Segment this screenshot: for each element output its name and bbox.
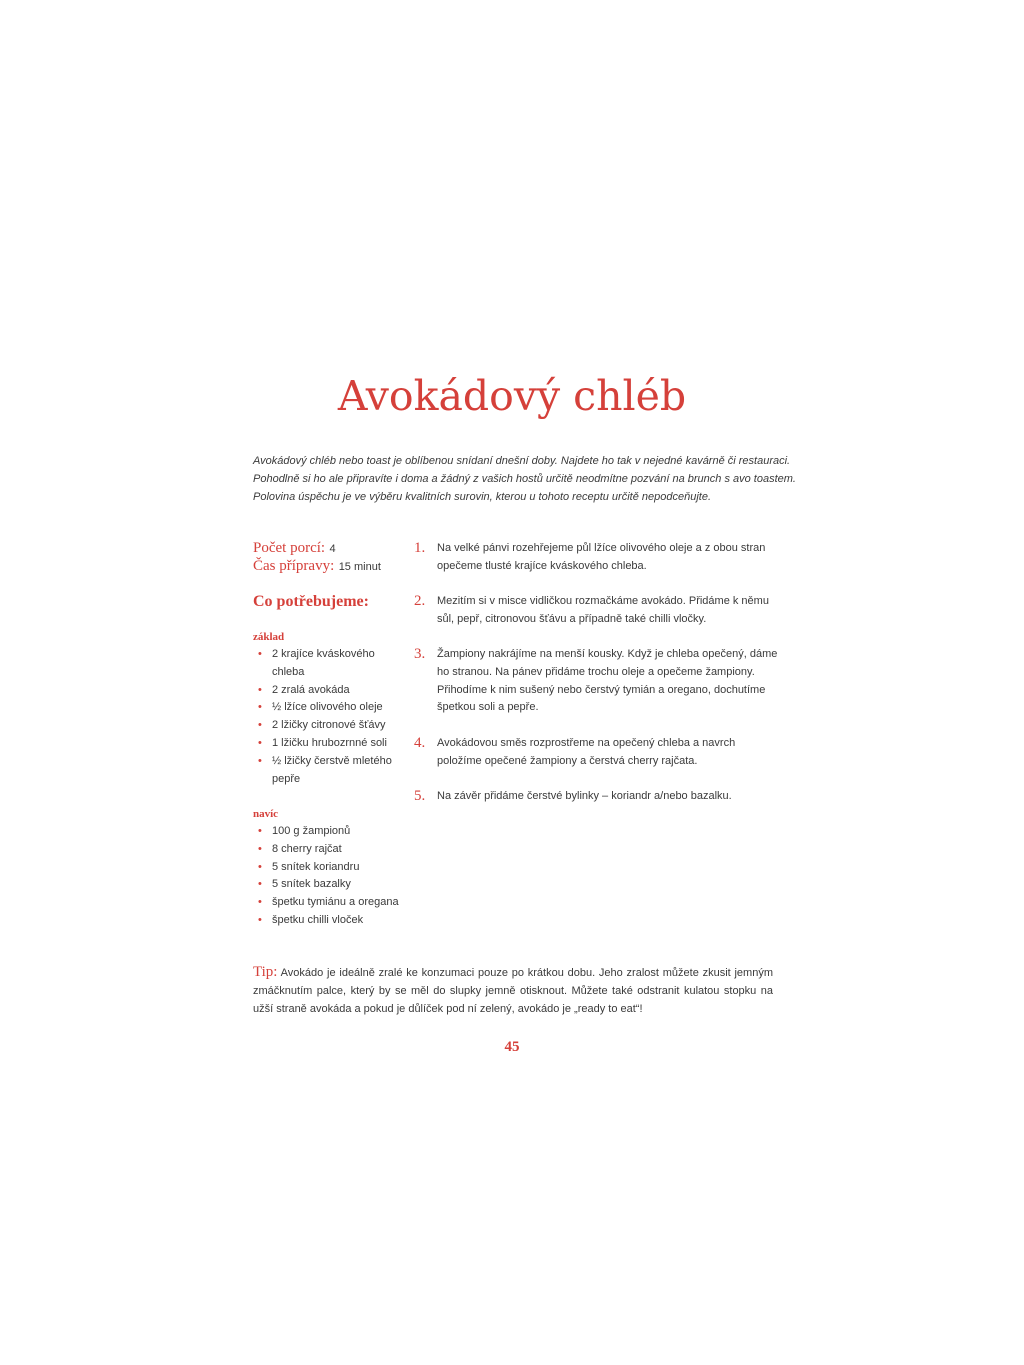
bullet-icon: • <box>258 825 262 837</box>
servings-value: 4 <box>329 543 336 555</box>
bullet-icon: • <box>258 842 262 855</box>
recipe-intro <box>253 452 796 506</box>
ingredient-text: 1 lžičku hrubozrnné soli <box>272 736 387 749</box>
tip-label: Tip: <box>253 964 278 980</box>
ingredient-item <box>258 682 408 700</box>
intro-line: Avokádový chléb nebo toast je oblíbenou snídaní dnešní doby. Najdete ho tak v nejedné kavárně či restauraci. <box>253 455 791 467</box>
step-number: 2. <box>414 593 426 609</box>
bullet-icon: • <box>258 701 262 714</box>
tip-text: Avokádo je ideálně zralé ke konzumaci pouze po krátkou dobu. Jeho zralost můžete zkusit jemným zmáčknutím palce, který by se měl do slupky jemně otisknout. Můžete také odstranit kulatou stopku na užší straně avokáda a pokud je důlíček pod ní zelený, avokádo je „ready to eat“! <box>253 967 773 1015</box>
intro-line: Pohodlně si ho ale připravíte i doma a žádný z vašich hostů určitě neodmítne pozvání na brunch s avo toastem. <box>253 473 796 485</box>
ingredient-item <box>258 699 408 717</box>
intro-line: Polovina úspěchu je ve výběru kvalitních surovin, kterou u tohoto receptu určitě nepodceňujte. <box>253 491 711 503</box>
ingredient-item <box>258 823 408 841</box>
step-text: Mezitím si v misce vidličkou rozmačkáme avokádo. Přidáme k němu sůl, pepř, citronovou šťávu a případně také chilli vločky. <box>437 595 769 625</box>
bullet-icon: • <box>258 860 262 873</box>
ingredient-text: 5 snítek bazalky <box>272 878 351 891</box>
step-number: 5. <box>414 788 426 804</box>
ingredient-text: ½ lžíce olivového oleje <box>272 701 383 714</box>
ingredient-item <box>258 894 408 912</box>
ingredient-item <box>258 717 408 735</box>
recipe-meta <box>253 539 413 575</box>
tip-box <box>253 964 773 1018</box>
bullet-icon: • <box>258 913 262 926</box>
ingredient-item <box>258 841 408 859</box>
ingredient-item <box>258 859 408 877</box>
ingredient-group-label: navíc <box>253 808 279 820</box>
step-text: Avokádovou směs rozprostřeme na opečený chleba a navrch položíme opečené žampiony a čerstvá cherry rajčata. <box>437 737 736 767</box>
servings-label: Počet porcí: <box>253 540 326 556</box>
ingredient-text: špetku tymiánu a oregana <box>272 896 399 909</box>
ingredients-heading: Co potřebujeme: <box>253 593 369 610</box>
step-number: 3. <box>414 646 426 662</box>
ingredient-group-label: základ <box>253 631 285 643</box>
step-number: 4. <box>414 735 426 751</box>
prep-time-value: 15 minut <box>338 561 381 573</box>
ingredient-text: 8 cherry rajčat <box>272 842 342 855</box>
servings-row <box>253 539 413 557</box>
ingredient-text: 2 krajíce kváskového chleba <box>272 648 375 678</box>
ingredient-item <box>258 646 408 682</box>
bullet-icon: • <box>258 736 262 749</box>
bullet-icon: • <box>258 754 262 767</box>
ingredient-text: 2 zralá avokáda <box>272 683 350 696</box>
page-number: 45 <box>504 1039 520 1055</box>
ingredient-item <box>258 876 408 894</box>
step-number: 1. <box>414 540 426 556</box>
bullet-icon: • <box>258 896 262 909</box>
ingredient-text: 5 snítek koriandru <box>272 860 360 873</box>
bullet-icon: • <box>258 648 262 660</box>
step-text: Žampiony nakrájíme na menší kousky. Když je chleba opečený, dáme ho stranou. Na pánev přidáme trochu oleje a opečeme žampiony. Přihodíme k nim sušený nebo čerstvý tymián a oregano, dochutíme špetkou soli a pepře. <box>437 648 778 714</box>
prep-time-label: Čas přípravy: <box>253 558 335 574</box>
ingredient-text: ½ lžičky čerstvě mletého pepře <box>272 754 392 785</box>
ingredient-text: 100 g žampionů <box>272 825 351 837</box>
bullet-icon: • <box>258 878 262 891</box>
ingredient-text: 2 lžičky citronové šťávy <box>272 719 386 732</box>
recipe-title: Avokádový chléb <box>337 372 687 420</box>
bullet-icon: • <box>258 719 262 732</box>
ingredient-text: špetku chilli vloček <box>272 913 364 926</box>
ingredient-list-basic <box>258 646 408 788</box>
prep-time-row <box>253 557 413 575</box>
bullet-icon: • <box>258 683 262 696</box>
ingredient-item <box>258 735 408 753</box>
ingredient-item <box>258 912 408 930</box>
ingredient-list-extra <box>258 823 408 930</box>
step-text: Na velké pánvi rozehřejeme půl lžíce olivového oleje a z obou stran opečeme tlusté krajíce kváskového chleba. <box>437 542 766 572</box>
ingredient-item <box>258 753 408 789</box>
step-text: Na závěr přidáme čerstvé bylinky – koriandr a/nebo bazalku. <box>437 790 732 802</box>
